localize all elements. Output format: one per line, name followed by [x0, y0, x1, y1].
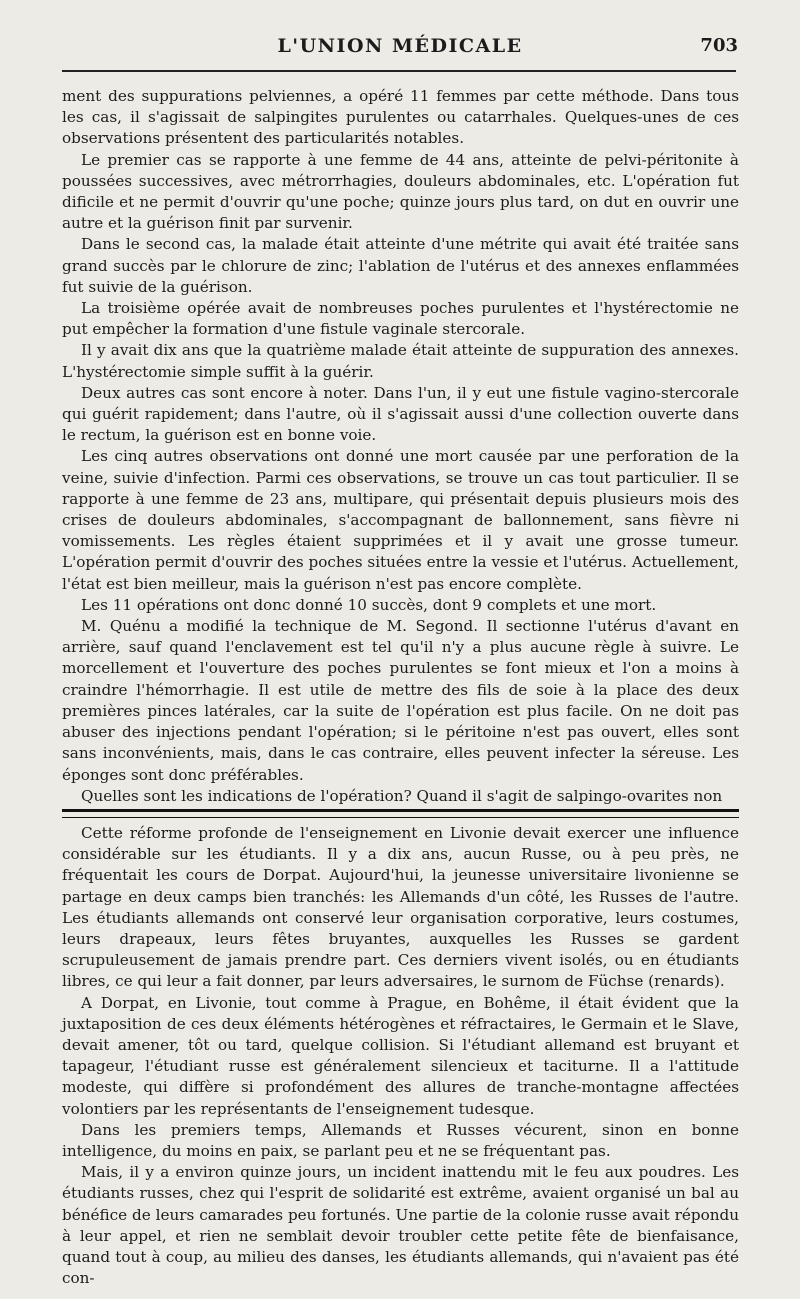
paragraph: Le premier cas se rapporte à une femme de 44 ans, atteinte de pelvi-péritonite à poussées successives, avec métrorrhagies, douleurs abdominales, etc. L'opération fut dificile et ne permit d'ouvrir qu'une poche; quinze jours plus tard, on dut en ouvrir une autre et la guérison finit par survenir. [62, 150, 739, 233]
feuilleton-separator [62, 809, 739, 818]
paragraph: Mais, il y a environ quinze jours, un incident inattendu mit le feu aux poudres. Les étudiants russes, chez qui l'esprit de solidarité est extrême, avaient organisé un bal au bénéfice de leurs camarades peu fortunés. Une partie de la colonie russe avait répondu à leur appel, et rien ne semblait devoir troubler cette petite fête de bienfaisance, quand tout à coup, au milieu des danses, les étudiants allemands, qui n'avaient pas été con- [62, 1163, 739, 1288]
paragraph: Il y avait dix ans que la quatrième malade était atteinte de suppuration des annexes. L'hystérectomie simple suffit à la guérir. [62, 341, 739, 381]
paragraph: Cette réforme profonde de l'enseignement en Livonie devait exercer une influence considérable sur les étudiants. Il y a dix ans, aucun Russe, ou à peu près, ne fréquentait les cours de Dorpat. Aujourd'hui, la jeunesse universitaire livonienne se partage en deux camps bien tranchés: les Allemands d'un côté, les Russes de l'autre. Les étudiants allemands ont conservé leur organisation corporative, leurs costumes, leurs drapeaux, leurs fêtes bruyantes, auxquelles les Russes se gardent scrupuleusement de jamais prendre part. Ces derniers vivent isolés, ou en étudiants libres, ce qui leur a fait donner, par leurs adversaires, le surnom de Füchse (renards). [62, 824, 739, 991]
paragraph: M. Quénu a modifié la technique de M. Segond. Il sectionne l'utérus d'avant en arrière, sauf quand l'enclavement est tel qu'il n'y a plus aucune règle à suivre. Le morcellement et l'ouverture des poches purulentes se font mieux et l'on a moins à craindre l'hémorrhagie. Il est utile de mettre des fils de soie à la place des deux premières pinces latérales, car la suite de l'opération est plus facile. On ne doit pas abuser des injections pendant l'opération; si le péritoine n'est pas ouvert, elles sont sans inconvénients, mais, dans le cas contraire, elles peuvent infecter la séreuse. Les éponges sont donc préférables. [62, 617, 739, 784]
header-rule [62, 70, 736, 72]
paragraph: Deux autres cas sont encore à noter. Dans l'un, il y eut une fistule vagino-stercorale qui guérit rapidement; dans l'autre, où il s'agissait aussi d'une collection ouverte dans le rectum, la guérison est en bonne voie. [62, 383, 739, 445]
running-title: L'UNION MÉDICALE [277, 35, 523, 57]
page-number: 703 [700, 35, 738, 56]
paragraph: Dans les premiers temps, Allemands et Russes vécurent, sinon en bonne intelligence, du moins en paix, se parlant peu et ne se fréquentant pas. [62, 1120, 739, 1161]
paragraph: ment des suppurations pelviennes, a opéré 11 femmes par cette méthode. Dans tous les cas, il s'agissait de salpingites purulentes ou catarrhales. Quelques-unes de ces observations présentent des particularités notables. [62, 87, 739, 148]
main-article [62, 86, 739, 807]
paragraph: La troisième opérée avait de nombreuses poches purulentes et l'hystérectomie ne put empêcher la formation d'une fistule vaginale stercorale. [62, 299, 739, 339]
page-header [62, 32, 738, 62]
feuilleton-section [62, 823, 739, 1289]
paragraph: A Dorpat, en Livonie, tout comme à Prague, en Bohême, il était évident que la juxtaposition de ces deux éléments hétérogènes et réfractaires, le Germain et le Slave, devait amener, tôt ou tard, quelque collision. Si l'étudiant allemand est bruyant et tapageur, l'étudiant russe est généralement silencieux et taciturne. Il a l'attitude modeste, qui diffère si profondément des allures de tranche-montagne affectées volontiers par les représentants de l'enseignement tudesque. [62, 993, 739, 1118]
paragraph: Quelles sont les indications de l'opération? Quand il s'agit de salpingo-ovarites non [81, 786, 723, 805]
paragraph: Les 11 opérations ont donc donné 10 succès, dont 9 complets et une mort. [81, 595, 657, 614]
paragraph: Les cinq autres observations ont donné une mort causée par une perforation de la veine, suivie d'infection. Parmi ces observations, se trouve un cas tout particulier. Il se rapporte à une femme de 23 ans, multipare, qui présentait depuis plusieurs mois des crises de douleurs abdominales, s'accompagnant de ballonnement, sans fièvre ni vomissements. Les règles étaient supprimées et il y avait une grosse tumeur. L'opération permit d'ouvrir des poches situées entre la vessie et l'utérus. Actuellement, l'état est bien meilleur, mais la guérison n'est pas encore complète. [62, 447, 739, 593]
paragraph: Dans le second cas, la malade était atteinte d'une métrite qui avait été traitée sans grand succès par le chlorure de zinc; l'ablation de l'utérus et des annexes enflammées fut suivie de la guérison. [62, 235, 739, 296]
